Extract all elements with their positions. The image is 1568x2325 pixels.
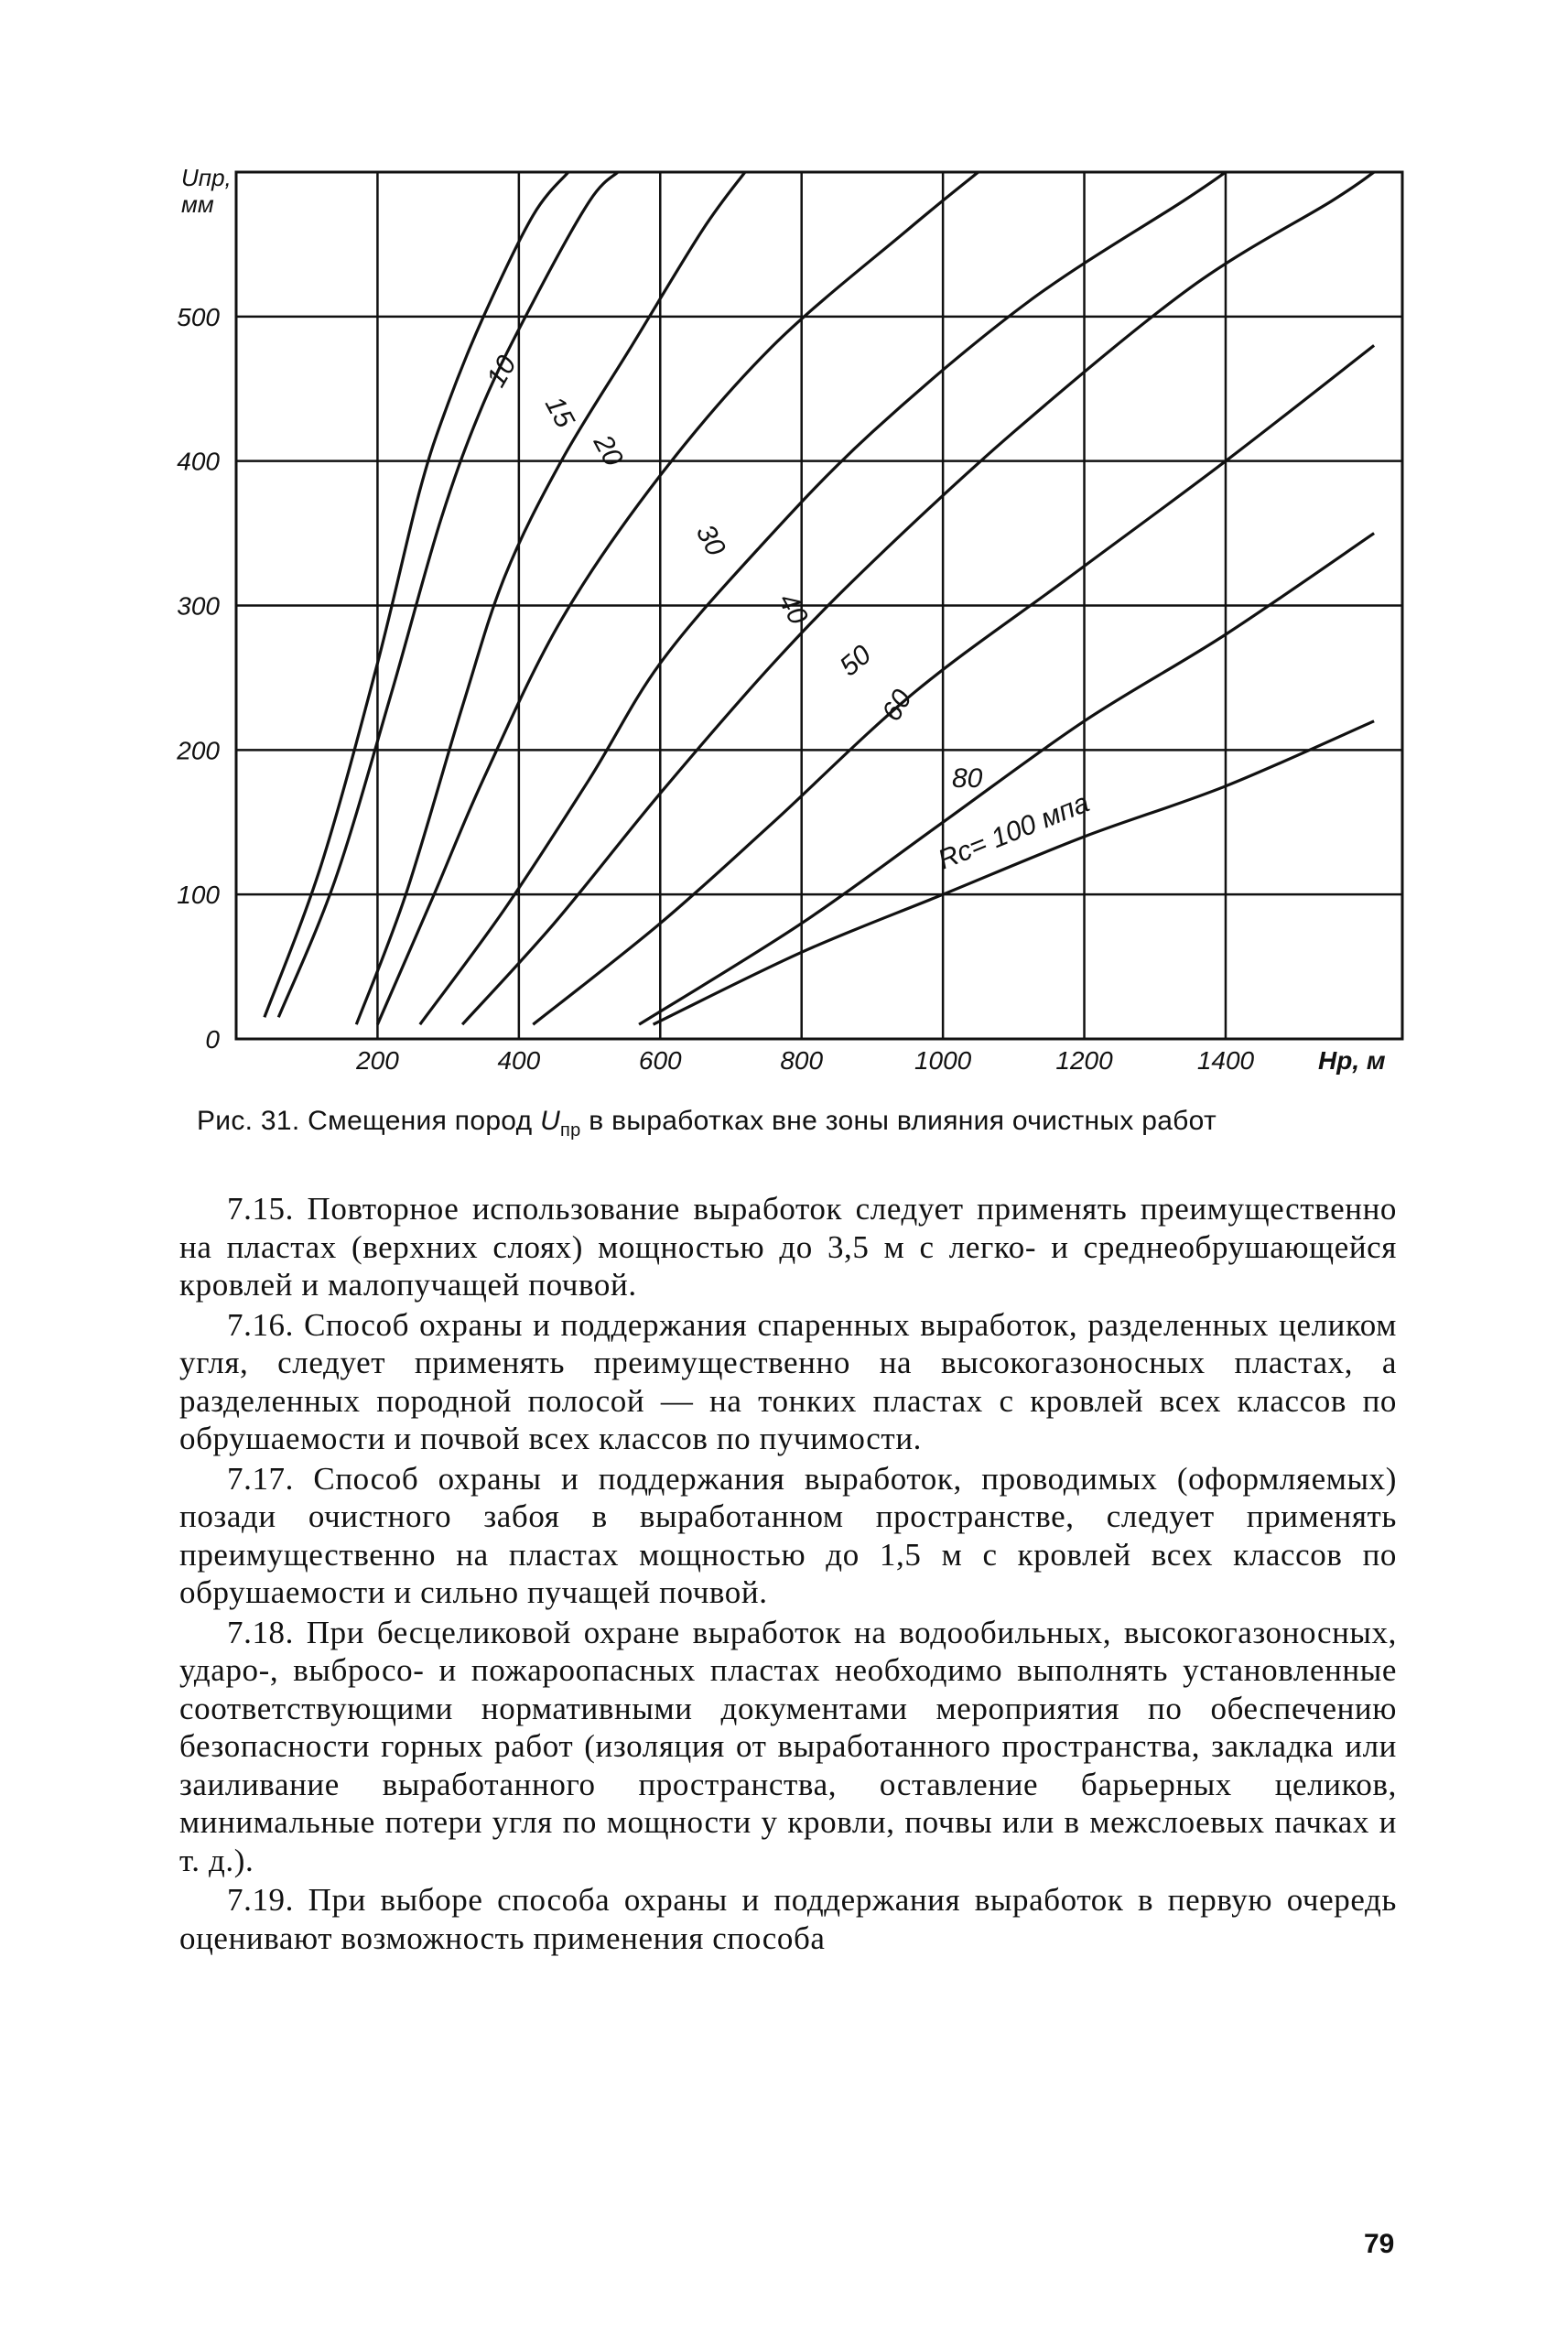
- curve-label-5: 40: [772, 588, 814, 630]
- paragraph-7-17: 7.17. Способ охраны и поддержания выработок, проводимых (оформляемых) позади очистного забоя в выработанном пространстве, следует применять преимущественно на пластах мощностью до 1,5 м с кровлей всех классов по обрушаемости и сильно пучащей почвой.: [179, 1460, 1397, 1610]
- x-tick-400: 400: [497, 1046, 541, 1075]
- caption-symbol: U: [540, 1106, 561, 1136]
- paragraph-7-16: 7.16. Способ охраны и поддержания спаренных выработок, разделенных целиком угля, следует применять преимущественно на высокогазоносных пластах, а разделенных породной полосой — на тонких пластах с кровлей всех классов по обрушаемости и почвой всех классов по пучимости.: [179, 1306, 1397, 1456]
- curve-labels: [481, 351, 1093, 876]
- x-axis-label: Нр, м: [1318, 1046, 1386, 1075]
- y-tick-200: 200: [177, 736, 220, 765]
- curve-label-8: 80: [952, 763, 983, 794]
- curve-label-3: 20: [587, 429, 629, 471]
- curve-label-7: 60: [876, 685, 918, 727]
- curve-rc-15: [278, 172, 618, 1017]
- page-number: 79: [1364, 2229, 1395, 2259]
- curve-rc-50: [462, 172, 1374, 1024]
- paragraph-7-18: 7.18. При бесцеликовой охране выработок на водообильных, высокогазоносных, ударо-, выбросо- и пожароопасных пластах необходимо выполнять установленные соответствующими нормативными документами мероприятия по обеспечению безопасности горных работ (изоляция от выработанного пространства, закладка или заиливание выработанного пространства, оставление барьерных целиков, минимальные потери угля по мощности у кровли, почвы или в межслоевых пачках и т. д.).: [179, 1614, 1397, 1878]
- y-tick-100: 100: [177, 881, 220, 910]
- curve-rc-100: [654, 721, 1375, 1024]
- chart-tick-labels: [176, 303, 1254, 1075]
- curve-rc-10: [265, 172, 568, 1017]
- paragraph-7-15: 7.15. Повторное использование выработок следует применять преимущественно на пластах (верхних слоях) мощностью до 3,5 м с легко- и среднеобрушающейся кровлей и малопучащей почвой.: [179, 1191, 1397, 1303]
- x-tick-1400: 1400: [1196, 1046, 1255, 1075]
- y-axis-label-line-2: мм: [181, 190, 214, 218]
- caption-subscript: пр: [560, 1120, 581, 1141]
- y-axis-label-line-1: Uпр,: [181, 164, 232, 191]
- y-tick-500: 500: [177, 302, 220, 331]
- curve-label-1: 10: [481, 351, 523, 393]
- curve-label-2: 15: [538, 391, 580, 433]
- x-tick-1200: 1200: [1055, 1046, 1113, 1075]
- x-tick-200: 200: [356, 1046, 399, 1075]
- y-tick-300: 300: [177, 591, 220, 621]
- curve-label-4: 30: [689, 519, 731, 561]
- y-tick-0: 0: [205, 1025, 220, 1054]
- x-tick-800: 800: [780, 1046, 824, 1075]
- y-tick-400: 400: [177, 447, 220, 476]
- caption-prefix: Рис. 31. Смещения пород: [197, 1106, 541, 1136]
- curve-rc-30: [377, 172, 978, 1024]
- chart-curves: [265, 172, 1374, 1024]
- curve-label-9: Rc= 100 мпа: [934, 787, 1094, 876]
- x-tick-1000: 1000: [914, 1046, 972, 1075]
- figure-caption: [197, 1106, 1405, 1141]
- x-tick-600: 600: [638, 1046, 682, 1075]
- curve-rc-20: [356, 172, 745, 1024]
- curve-rc-80: [639, 534, 1374, 1025]
- displacement-chart: [0, 0, 1568, 1098]
- paragraph-7-19: 7.19. При выборе способа охраны и поддержания выработок в первую очередь оценивают возможность применения способа: [179, 1882, 1397, 1956]
- curve-label-6: 50: [834, 639, 878, 683]
- caption-suffix: в выработках вне зоны влияния очистных работ: [580, 1106, 1217, 1136]
- body-text: [179, 1190, 1397, 1959]
